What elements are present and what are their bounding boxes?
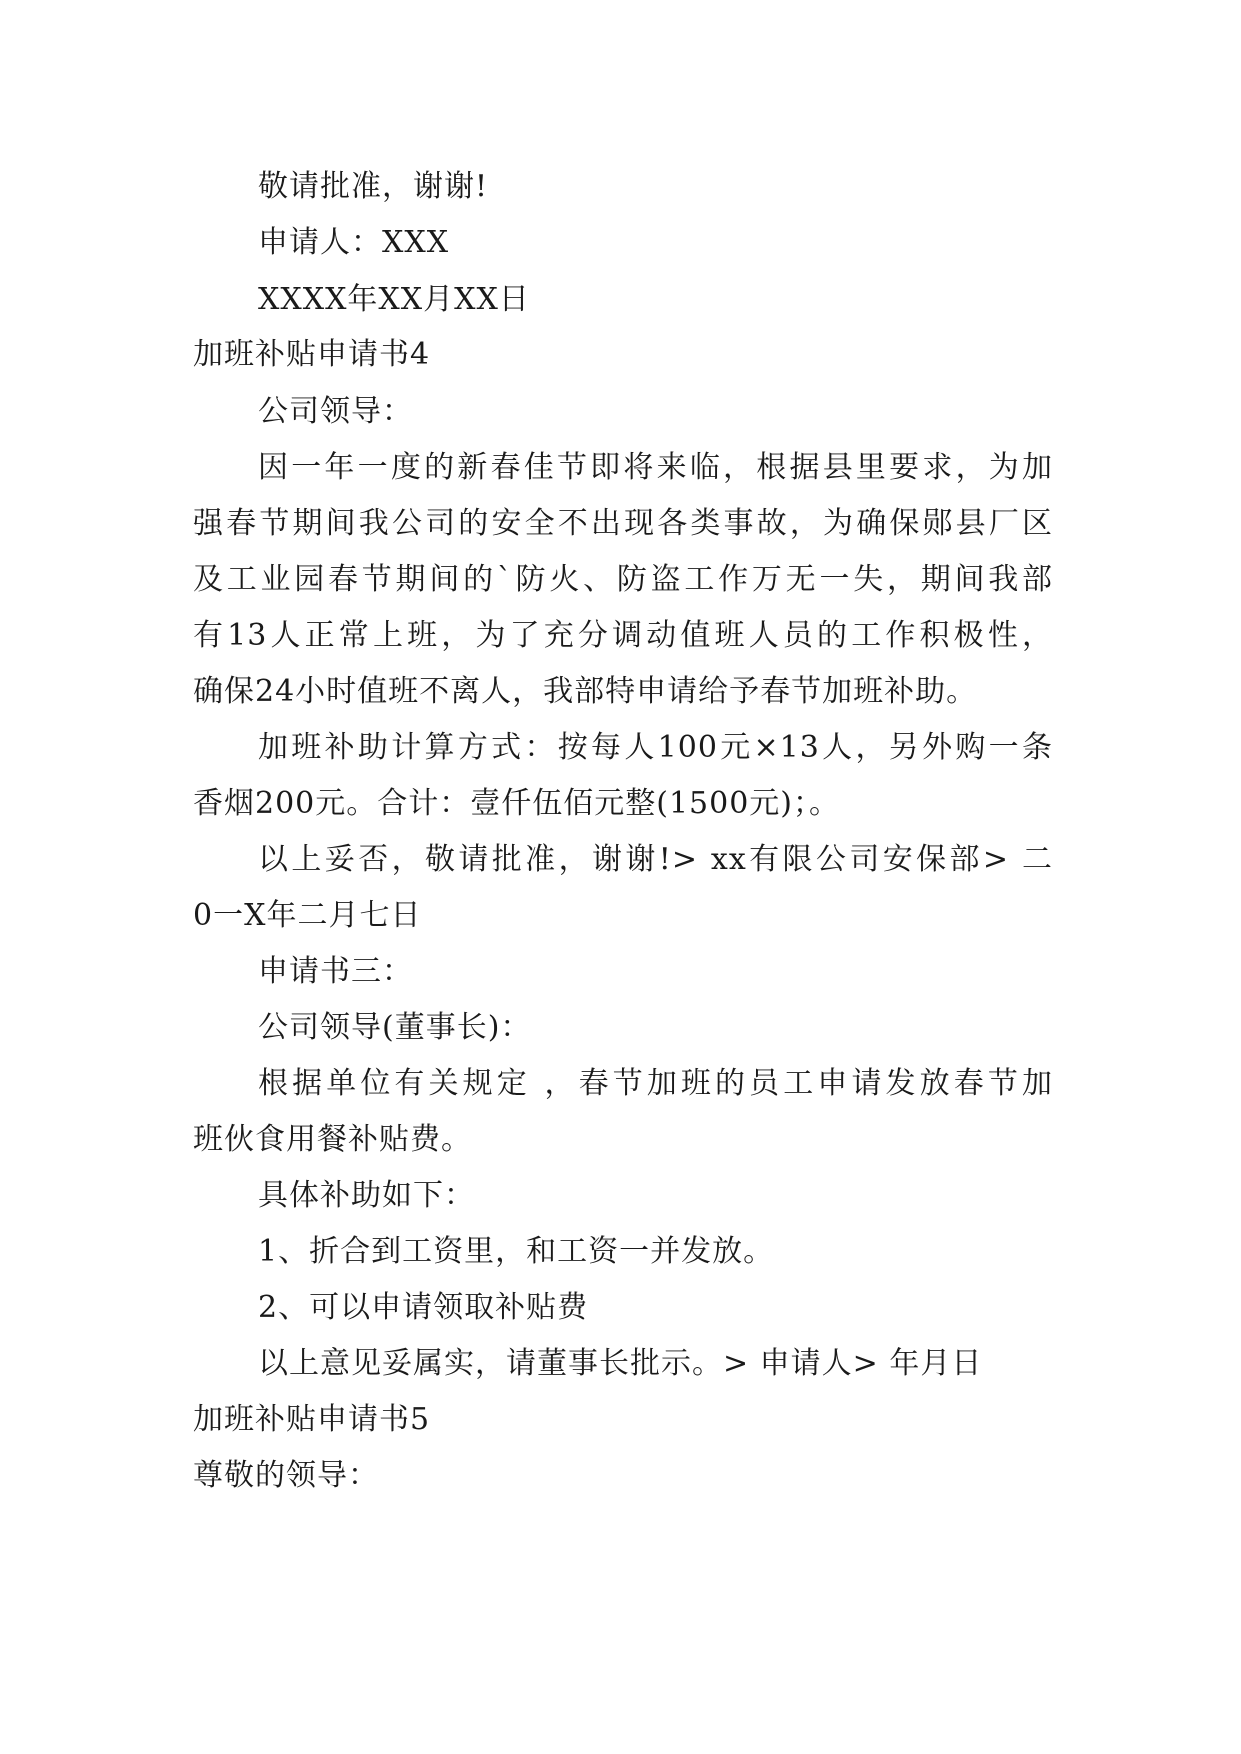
subsidy-intro-line: 具体补助如下： [258,1178,475,1213]
section-heading-4: 加班补贴申请书4 [193,337,431,372]
body-paragraph-line: 强春节期间我公司的安全不出现各类事故，为确保郧县厂区 [193,506,1053,541]
closing-date-line: 0一X年二月七日 [193,898,422,933]
body-paragraph-line: 因一年一度的新春佳节即将来临，根据县里要求，为加 [258,450,1053,485]
salutation-line: 尊敬的领导： [193,1458,379,1493]
section-heading-5: 加班补贴申请书5 [193,1402,431,1437]
body-paragraph-line: 及工业园春节期间的`防火、防盗工作万无一失，期间我部 [193,562,1053,597]
body-paragraph-line: 班伙食用餐补贴费。 [193,1122,472,1157]
calculation-line: 加班补助计算方式：按每人100元×13人，另外购一条 [258,730,1053,765]
closing-line: 以上妥否，敬请批准，谢谢!> xx有限公司安保部> 二 [258,842,1053,877]
salutation-line: 公司领导： [258,394,413,429]
list-item: 2、可以申请领取补贴费 [258,1290,589,1325]
closing-request-line: 敬请批准，谢谢! [258,169,489,204]
section-label: 申请书三： [258,954,413,989]
applicant-line: 申请人：XXX [258,225,450,260]
date-line: XXXX年XX月XX日 [258,282,530,317]
body-paragraph-line: 确保24小时值班不离人，我部特申请给予春节加班补助。 [193,674,978,709]
body-paragraph-line: 根据单位有关规定 ，春节加班的员工申请发放春节加 [258,1066,1053,1101]
closing-line: 以上意见妥属实，请董事长批示。> 申请人> 年月日 [258,1346,983,1381]
body-paragraph-line: 有13人正常上班，为了充分调动值班人员的工作积极性， [193,618,1053,653]
salutation-line: 公司领导(董事长)： [258,1010,532,1045]
list-item: 1、折合到工资里，和工资一并发放。 [258,1234,775,1269]
calculation-line: 香烟200元。合计：壹仟伍佰元整(1500元)；。 [193,786,841,821]
